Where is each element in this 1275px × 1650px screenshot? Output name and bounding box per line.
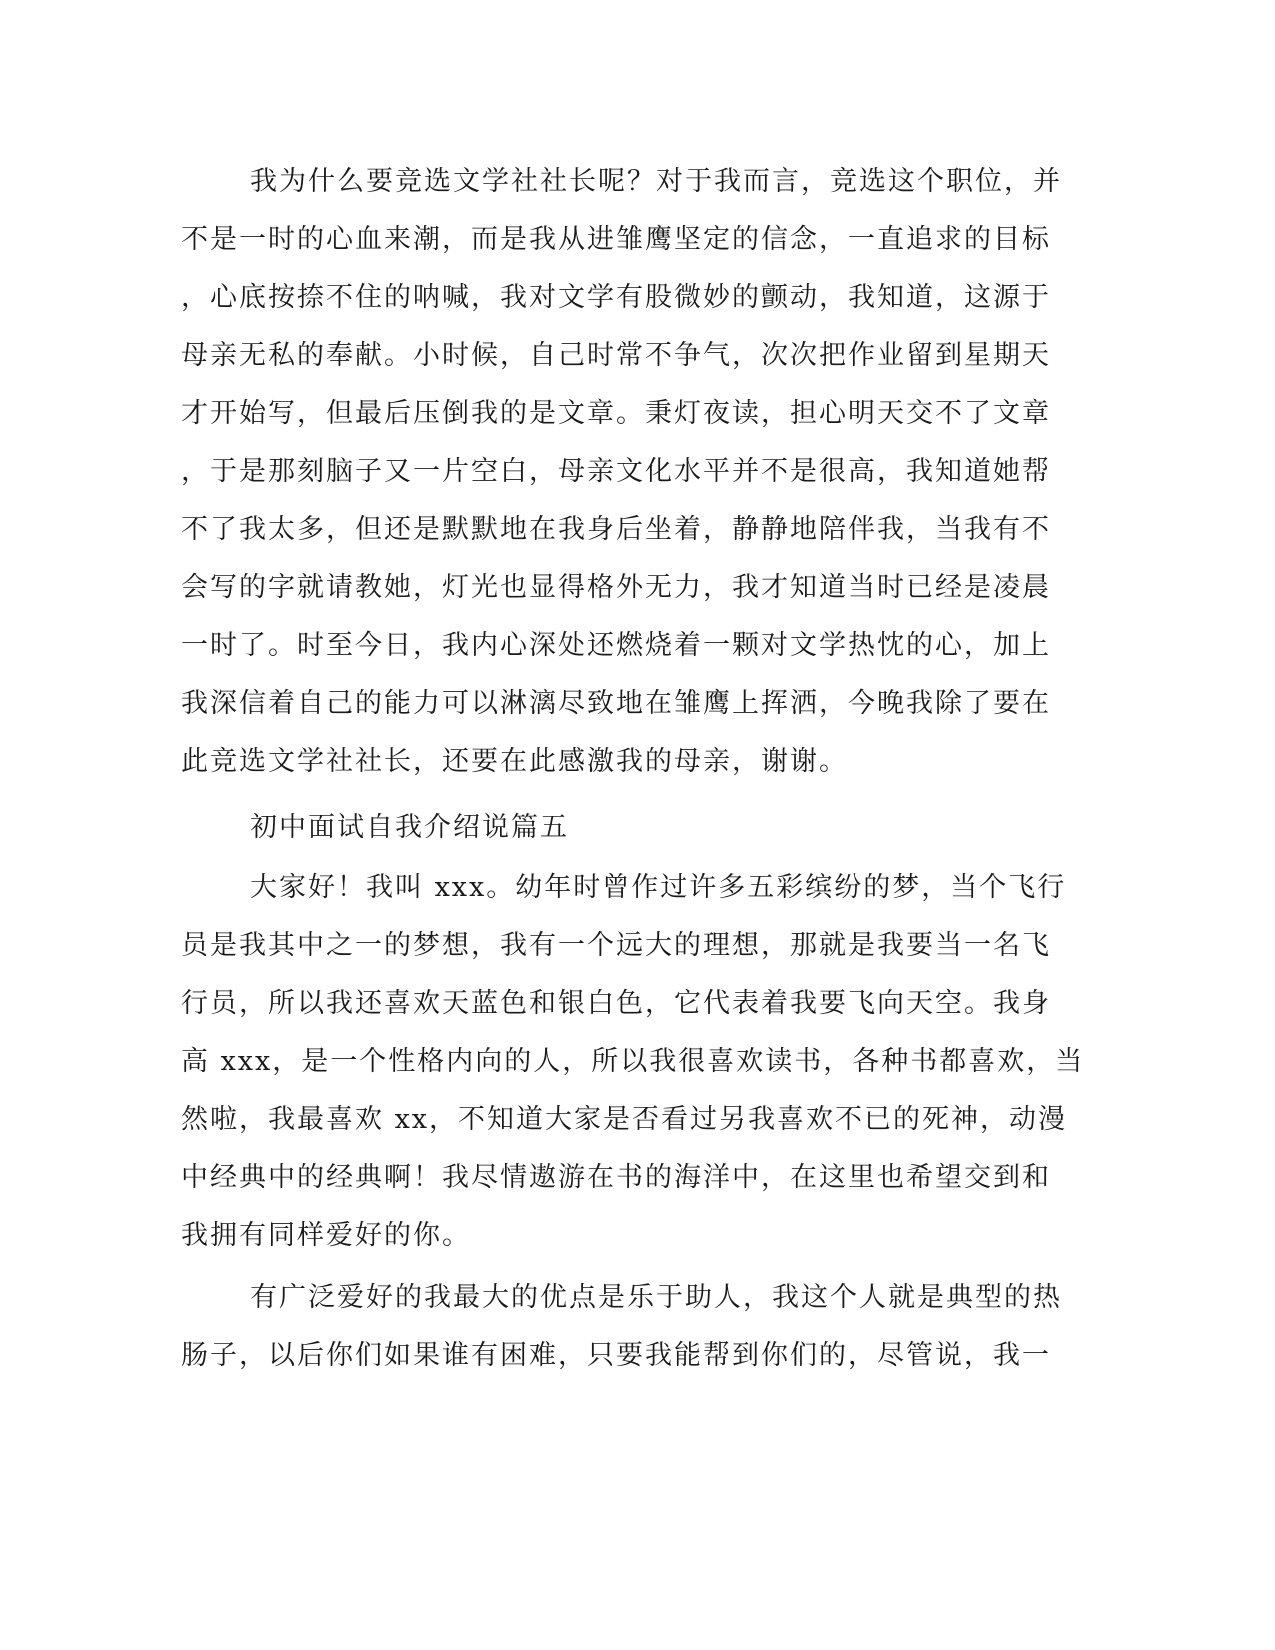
text-line: 大家好！我叫 xxx。幼年时曾作过许多五彩缤纷的梦，当个飞行 <box>250 872 1067 903</box>
text-line: 一时了。时至今日，我内心深处还燃烧着一颗对文学热忱的心，加上 <box>181 630 1051 661</box>
text-line: 高 xxx，是一个性格内向的人，所以我很喜欢读书，各种书都喜欢，当 <box>181 1046 1085 1077</box>
text-line: 有广泛爱好的我最大的优点是乐于助人，我这个人就是典型的热 <box>250 1282 1062 1313</box>
text-line: 才开始写，但最后压倒我的是文章。秉灯夜读，担心明天交不了文章 <box>181 398 1051 429</box>
text-line: ，于是那刻脑子又一片空白，母亲文化水平并不是很高，我知道她帮 <box>181 456 1051 487</box>
text-line: 中经典中的经典啊！我尽情遨游在书的海洋中，在这里也希望交到和 <box>181 1162 1051 1193</box>
text-line: 然啦，我最喜欢 xx，不知道大家是否看过另我喜欢不已的死神，动漫 <box>181 1104 1068 1135</box>
text-line: 不了我太多，但还是默默地在我身后坐着，静静地陪伴我，当我有不 <box>181 514 1051 545</box>
text-line: ，心底按捺不住的呐喊，我对文学有股微妙的颤动，我知道，这源于 <box>181 282 1051 313</box>
text-line: 员是我其中之一的梦想，我有一个远大的理想，那就是我要当一名飞 <box>181 930 1051 961</box>
text-line: 我深信着自己的能力可以淋漓尽致地在雏鹰上挥洒，今晚我除了要在 <box>181 688 1051 719</box>
text-line: 此竞选文学社社长，还要在此感激我的母亲，谢谢。 <box>181 746 848 777</box>
section-heading: 初中面试自我介绍说篇五 <box>250 812 569 843</box>
text-line: 母亲无私的奉献。小时候，自己时常不争气，次次把作业留到星期天 <box>181 340 1051 371</box>
text-line: 我拥有同样爱好的你。 <box>181 1220 471 1251</box>
text-line: 会写的字就请教她，灯光也显得格外无力，我才知道当时已经是凌晨 <box>181 572 1051 603</box>
text-line: 肠子，以后你们如果谁有困难，只要我能帮到你们的，尽管说，我一 <box>181 1340 1051 1371</box>
text-line: 行员，所以我还喜欢天蓝色和银白色，它代表着我要飞向天空。我身 <box>181 988 1051 1019</box>
text-line: 不是一时的心血来潮，而是我从进雏鹰坚定的信念，一直追求的目标 <box>181 224 1051 255</box>
text-line: 我为什么要竞选文学社社长呢？对于我而言，竞选这个职位，并 <box>250 166 1062 197</box>
